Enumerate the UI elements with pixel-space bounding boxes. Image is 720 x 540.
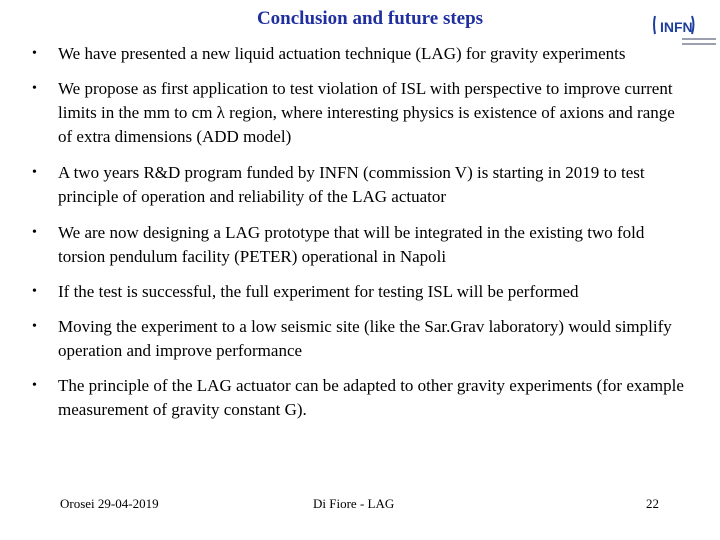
footer-author: Di Fiore - LAG	[313, 496, 395, 511]
slide-title: Conclusion and future steps	[256, 8, 484, 29]
bullet-dot: •	[32, 46, 37, 61]
bullet-dot: •	[32, 165, 37, 180]
bullet-text: We have presented a new liquid actuation technique (LAG) for gravity experiments	[58, 44, 626, 63]
bullet-item	[30, 42, 690, 66]
footer-date: Orosei 29-04-2019	[60, 496, 159, 511]
bullet-text: We propose as first application to test violation of ISL with perspective to improve current limits in the mm to cm λ region, where interesting physics is existence of axions and range of extra dimensions (ADD model)	[58, 79, 675, 146]
bullet-text: If the test is successful, the full experiment for testing ISL will be performed	[58, 282, 579, 301]
bullet-dot: •	[32, 319, 37, 334]
bullet-dot: •	[32, 81, 37, 96]
bullet-text: We are now designing a LAG prototype that will be integrated in the existing two fold torsion pendulum facility (PETER) operational in Napoli	[58, 223, 645, 266]
logo-text: INFN	[660, 19, 693, 35]
bullet-item	[30, 161, 690, 209]
bullet-item	[30, 221, 690, 269]
bullet-item	[30, 280, 690, 304]
bullet-text: The principle of the LAG actuator can be adapted to other gravity experiments (for example measurement of gravity constant G).	[58, 376, 684, 419]
bullet-item	[30, 315, 690, 363]
bullet-dot: •	[32, 378, 37, 393]
bullet-text: A two years R&D program funded by INFN (commission V) is starting in 2019 to test principle of operation and reliability of the LAG actuator	[58, 163, 645, 206]
bullet-list	[30, 42, 690, 422]
bullet-text: Moving the experiment to a low seismic site (like the Sar.Grav laboratory) would simplify operation and improve performance	[58, 317, 672, 360]
bullet-item	[30, 374, 690, 422]
page-number: 22	[646, 496, 659, 511]
bullet-dot: •	[32, 284, 37, 299]
bullet-item	[30, 77, 690, 149]
bullet-dot: •	[32, 225, 37, 240]
